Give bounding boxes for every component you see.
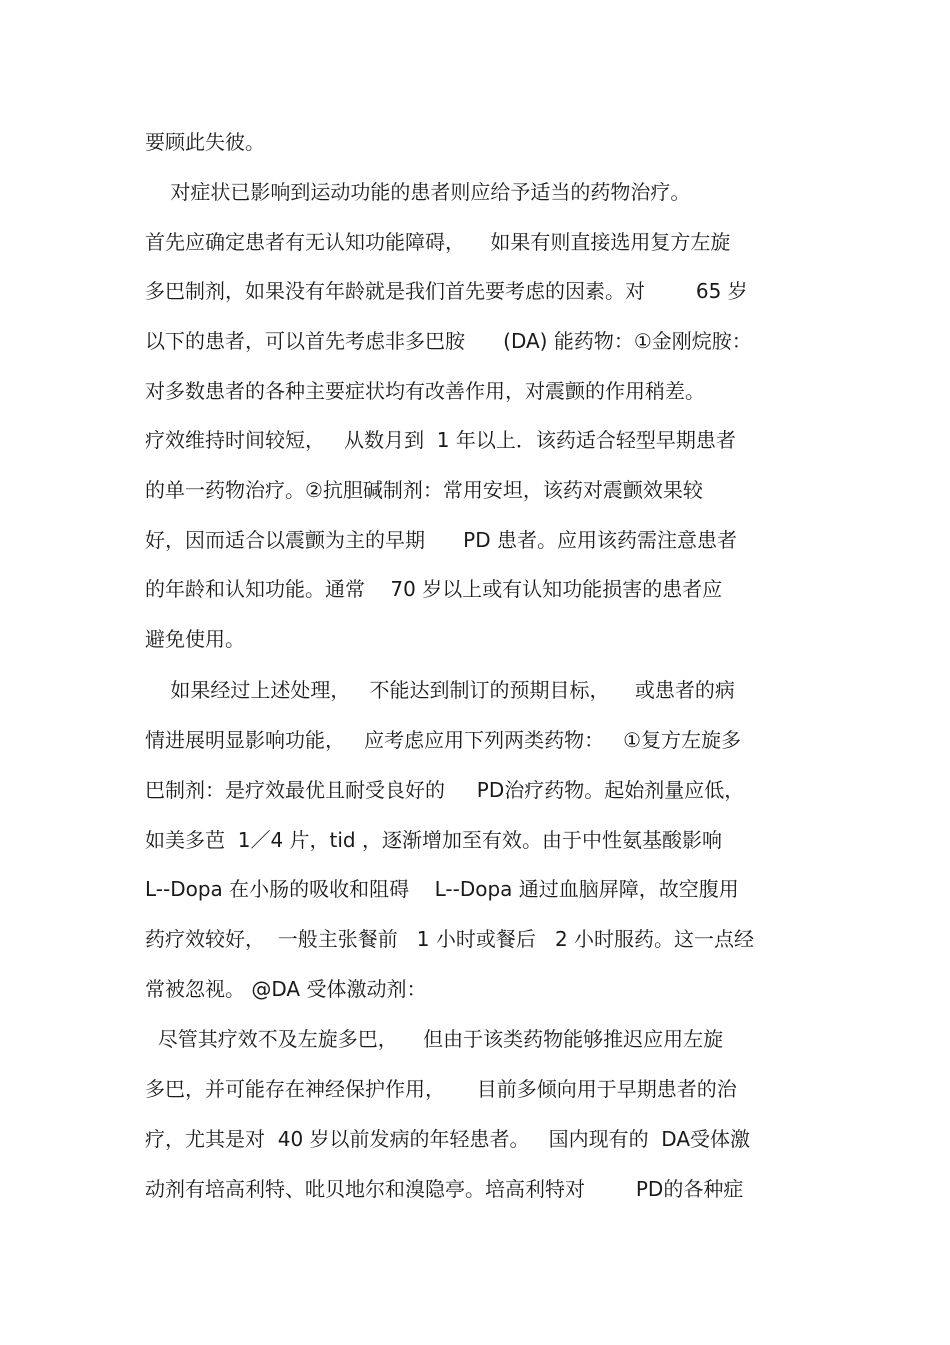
text-line: 如美多芭 1／4 片，tid ，逐渐增加至有效。由于中性氨基酸影响: [145, 828, 722, 852]
text-line: 疗，尤其是对 40 岁以前发病的年轻患者。 国内现有的 DA受体激: [145, 1127, 751, 1151]
text-line: 巴制剂：是疗效最优且耐受良好的 PD治疗药物。起始剂量应低，: [145, 778, 745, 802]
text-line: 的单一药物治疗。②抗胆碱制剂：常用安坦，该药对震颤效果较: [145, 478, 703, 502]
text-line: L--Dopa 在小肠的吸收和阻碍 L--Dopa 通过血脑屏障，故空腹用: [145, 877, 739, 901]
text-line: 常被忽视。 @DA 受体激动剂：: [145, 977, 427, 1001]
text-line: 的年龄和认知功能。通常 70 岁以上或有认知功能损害的患者应: [145, 577, 723, 601]
text-line: 要顾此失彼。: [145, 130, 265, 154]
text-line: 情进展明显影响功能， 应考虑应用下列两类药物： ①复方左旋多: [145, 728, 742, 752]
text-line: 好，因而适合以震颤为主的早期 PD 患者。应用该药需注意患者: [145, 528, 737, 552]
text-line: 疗效维持时间较短， 从数月到 1 年以上．该药适合轻型早期患者: [145, 428, 736, 452]
text-line: 对症状已影响到运动功能的患者则应给予适当的药物治疗。: [145, 180, 691, 204]
text-line: 以下的患者，可以首先考虑非多巴胺 (DA) 能药物：①金刚烷胺：: [145, 329, 752, 353]
text-line: 如果经过上述处理， 不能达到制订的预期目标， 或患者的病: [145, 678, 735, 702]
text-line: 尽管其疗效不及左旋多巴， 但由于该类药物能够推迟应用左旋: [145, 1027, 724, 1051]
text-line: 多巴，并可能存在神经保护作用， 目前多倾向用于早期患者的治: [145, 1077, 737, 1101]
text-line: 药疗效较好， 一般主张餐前 1 小时或餐后 2 小时服药。这一点经: [145, 927, 755, 951]
text-line: 对多数患者的各种主要症状均有改善作用，对震颤的作用稍差。: [145, 379, 705, 403]
text-line: 避免使用。: [145, 627, 245, 651]
text-line: 多巴制剂，如果没有年龄就是我们首先要考虑的因素。对 65 岁: [145, 279, 748, 303]
text-line: 首先应确定患者有无认知功能障碍， 如果有则直接选用复方左旋: [145, 230, 731, 254]
text-line: 动剂有培高利特、吡贝地尔和溴隐亭。培高利特对 PD的各种症: [145, 1177, 744, 1201]
